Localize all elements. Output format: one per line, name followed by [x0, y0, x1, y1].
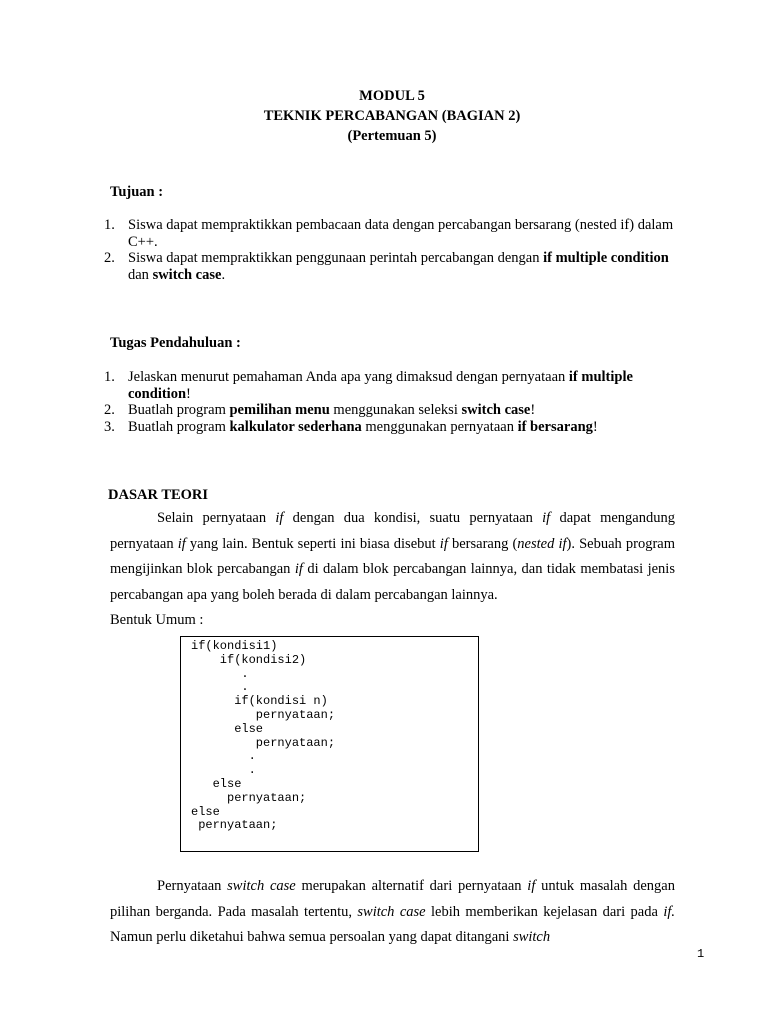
list-text: menggunakan pernyataan: [361, 418, 518, 435]
bold-term: pemilihan menu: [229, 402, 330, 418]
list-item: [104, 217, 724, 250]
list-number: 2.: [104, 250, 115, 266]
list-item: [104, 402, 724, 419]
list-text: Buatlah program: [128, 402, 230, 418]
module-subtitle: TEKNIK PERCABANGAN (BAGIAN 2): [263, 108, 521, 124]
bentuk-umum-label: Bentuk Umum :: [110, 612, 204, 628]
list-item: [104, 419, 724, 436]
list-text: dan: [128, 266, 153, 283]
list-item: [104, 250, 724, 283]
bold-term: if multiple condition: [543, 250, 669, 266]
list-item: [104, 369, 724, 402]
bold-term: if multiple: [568, 369, 633, 385]
list-text: .: [221, 266, 226, 283]
list-number: 1.: [104, 217, 115, 233]
bold-term: switch case: [152, 266, 222, 283]
list-number: 1.: [104, 369, 115, 385]
code-box: [180, 636, 479, 852]
list-text: !: [592, 418, 598, 435]
tugas-heading: Tugas Pendahuluan :: [110, 335, 241, 351]
paragraph-switch-case: Pernyataan switch case merupakan alternatif dari pernyataan if untuk masalah dengan pilihan berganda. Pada masalah tertentu, switch case lebih memberikan kejelasan dari pada if. Namun perlu diketahui bahwa semua persoalan yang dapat ditangani switch: [110, 878, 676, 945]
tugas-list: [104, 369, 724, 435]
bold-term: switch case: [461, 402, 531, 418]
bold-term: kalkulator sederhana: [229, 418, 362, 435]
dasar-teori-heading: DASAR TEORI: [108, 487, 209, 503]
page-number: 1: [697, 947, 705, 961]
list-text: Jelaskan menurut pemahaman Anda apa yang dimaksud dengan pernyataan: [128, 369, 569, 385]
tujuan-heading: Tujuan :: [110, 184, 164, 200]
paragraph-nested-if: Selain pernyataan if dengan dua kondisi, suatu pernyataan if dapat mengandung pernyataan if yang lain. Bentuk seperti ini biasa disebut if bersarang (nested if). Sebuah program mengijinkan blok percabangan if di dalam blok percabangan lainnya, dan tidak membatasi jenis percabangan apa yang boleh berada di dalam percabangan lainnya.: [110, 510, 675, 603]
bold-term: condition: [128, 385, 187, 402]
list-text: Siswa dapat mempraktikkan pembacaan data dengan percabangan bersarang (nested if) dalam: [128, 217, 674, 233]
list-text: menggunakan seleksi: [329, 402, 462, 418]
tujuan-list: [104, 217, 724, 283]
module-title: MODUL 5: [359, 88, 425, 104]
code-block: if(kondisi1) if(kondisi2) . . if(kondisi n) pernyataan; else pernyataan; . . else pernyataan; else pernyataan;: [191, 639, 336, 833]
bold-term: if bersarang: [517, 418, 593, 435]
list-text: C++.: [128, 233, 158, 250]
list-number: 3.: [104, 418, 115, 435]
list-number: 2.: [104, 402, 115, 418]
module-meeting: (Pertemuan 5): [347, 128, 437, 144]
list-text: !: [530, 402, 536, 418]
list-text: !: [186, 385, 191, 402]
list-text: Siswa dapat mempraktikkan penggunaan perintah percabangan dengan: [128, 250, 544, 266]
list-text: Buatlah program: [128, 418, 230, 435]
